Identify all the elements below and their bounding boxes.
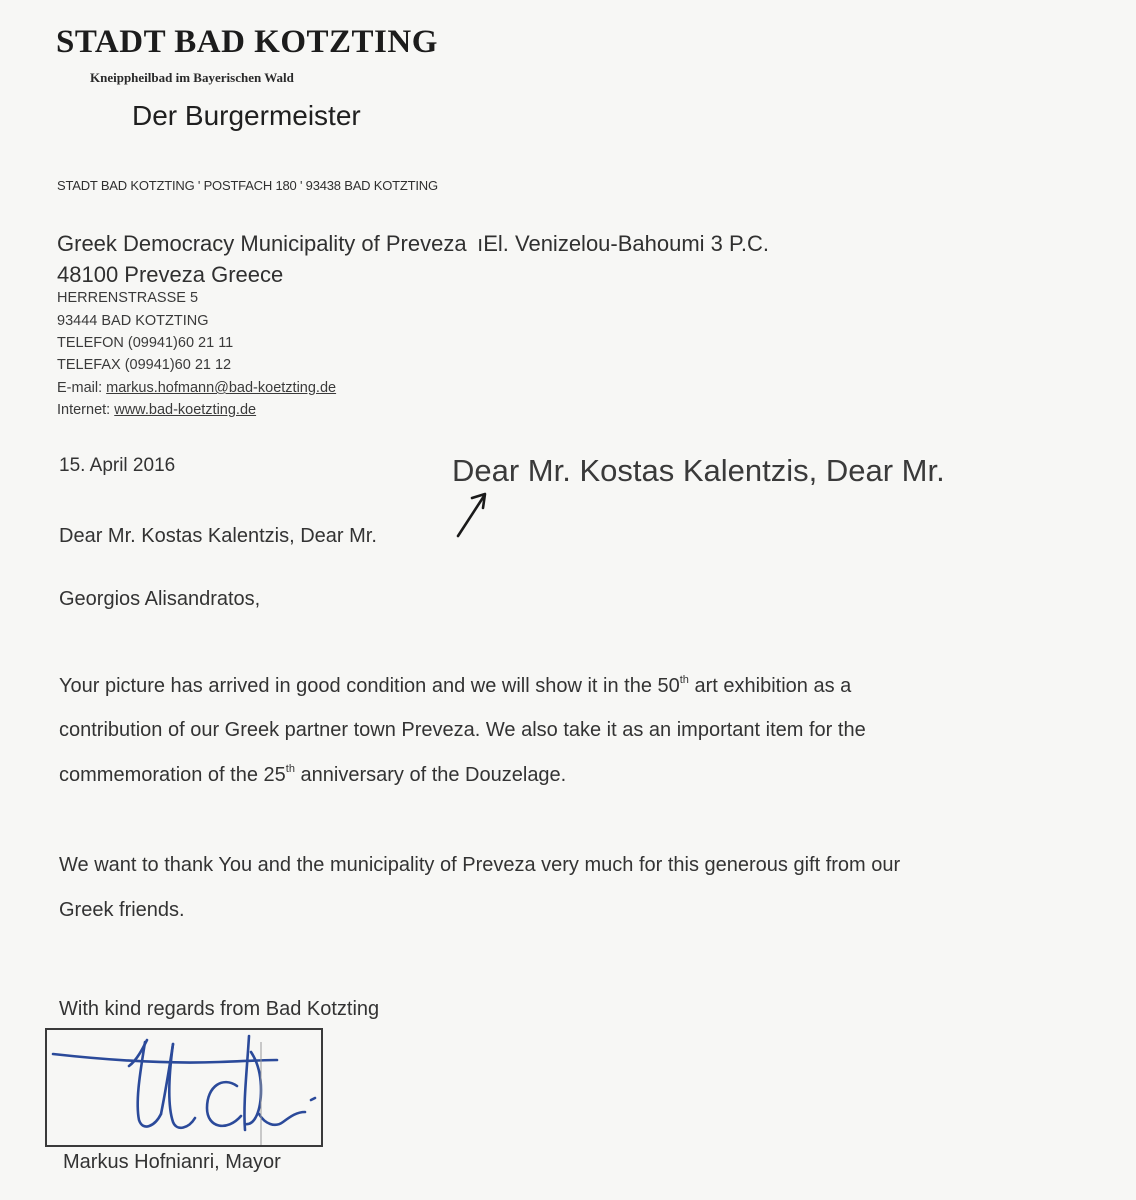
letter-date: 15. April 2016: [59, 455, 176, 476]
letterhead-tagline: Kneippheilbad im Bayerischen Wald: [90, 70, 294, 85]
recipient-line-1: Greek Democracy Municipality of Preveza ıEl. Venizelou-Bahoumi 3 P.C.: [57, 231, 769, 256]
handwritten-signature-icon: [47, 1030, 321, 1145]
paragraph-1-line-2: contribution of our Greek partner town Preveza. We also take it as an important item for the: [59, 719, 866, 741]
sender-internet-row: [57, 402, 256, 418]
sender-internet-link[interactable]: www.bad-koetzting.de: [114, 402, 257, 418]
letterhead-office: Der Burgermeister: [132, 100, 361, 131]
salutation-line-2: Georgios Alisandratos,: [59, 588, 261, 610]
sender-street: HERRENSTRASSE 5: [57, 290, 199, 306]
paragraph-1-line-3-tail: anniversary of the Douzelage.: [294, 764, 567, 786]
letterhead-city-name: STADT BAD KOTZTING: [56, 24, 438, 60]
closing-line: With kind regards from Bad Kotzting: [59, 998, 380, 1020]
paragraph-2-line-1: We want to thank You and the municipality of Preveza very much for this generous gift from our: [59, 854, 901, 876]
ordinal-suffix: th: [285, 763, 295, 775]
salutation-callout: Dear Mr. Kostas Kalentzis, Dear Mr.: [452, 453, 945, 488]
sender-phone: TELEFON (09941)60 21 11: [57, 335, 234, 351]
ordinal-suffix: th: [679, 674, 689, 686]
callout-arrow-icon: [452, 488, 492, 540]
paragraph-1-line-1-text: Your picture has arrived in good condition and we will show it in the 50: [59, 675, 680, 697]
signatory-name: Markus Hofnianri, Mayor: [63, 1151, 281, 1173]
paragraph-1-line-1-tail: art exhibition as a: [688, 675, 852, 697]
sender-email-row: [57, 380, 336, 396]
salutation-line-1: Dear Mr. Kostas Kalentzis, Dear Mr.: [59, 525, 377, 547]
sender-email-link[interactable]: markus.hofmann@bad-koetzting.de: [106, 380, 337, 396]
paragraph-1-line-3-text: commemoration of the 25: [59, 764, 286, 786]
recipient-line-2: 48100 Preveza Greece: [57, 262, 284, 287]
sender-city: 93444 BAD KOTZTING: [57, 313, 209, 329]
sender-internet-label: Internet:: [57, 402, 111, 418]
sender-email-label: E-mail:: [57, 380, 103, 396]
return-address: STADT BAD KOTZTING ' POSTFACH 180 ' 93438 BAD KOTZTING: [57, 178, 438, 193]
paragraph-1-line-1: [59, 675, 851, 698]
sender-fax: TELEFAX (09941)60 21 12: [57, 357, 232, 373]
paragraph-1-line-3: [59, 764, 566, 787]
signature-box: [45, 1028, 323, 1147]
paragraph-2-line-2: Greek friends.: [59, 899, 185, 921]
